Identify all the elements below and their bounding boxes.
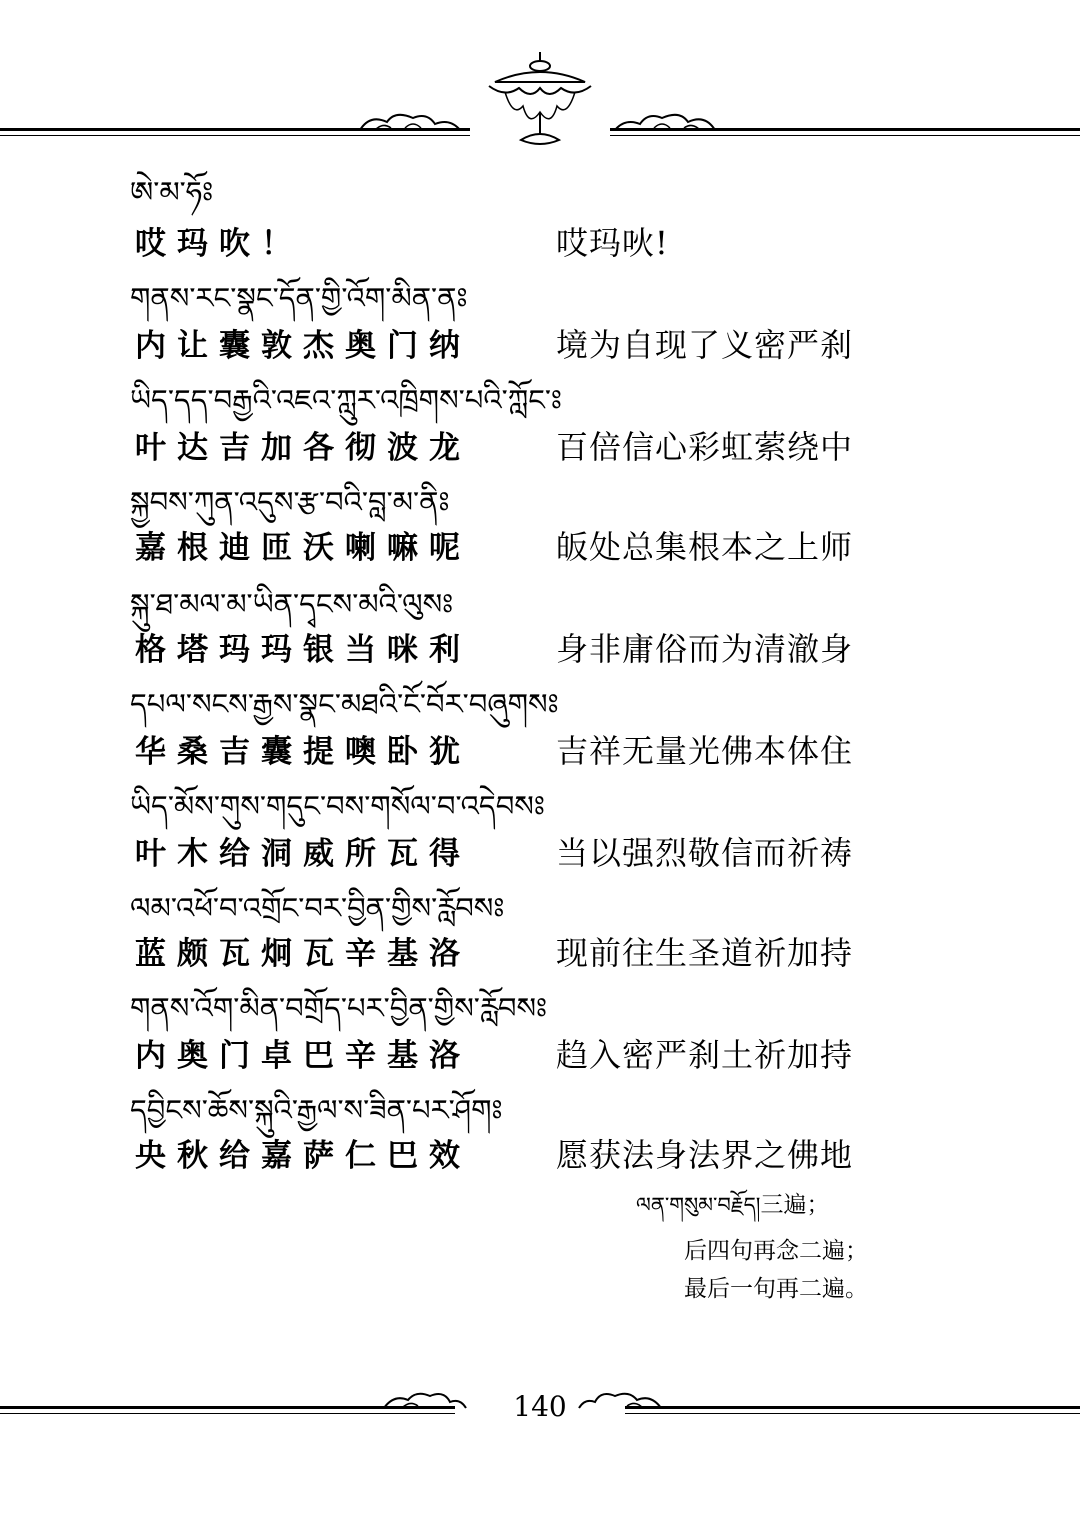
transliteration-line: 嘉根迪匝沃喇嘛呢	[135, 530, 471, 566]
transliteration-line: 蓝颇瓦炯瓦辛基洛	[135, 936, 471, 972]
transliteration-line: 内奥门卓巴辛基洛	[135, 1038, 471, 1074]
transliteration-line: 华桑吉囊提噢卧犹	[135, 734, 471, 770]
chinese-line: 当以强烈敬信而祈祷	[556, 834, 854, 872]
parasol-emblem-icon	[475, 48, 605, 153]
transliteration-line: 叶木给洞威所瓦得	[135, 836, 471, 872]
chinese-line: 境为自现了义密严刹	[556, 326, 854, 364]
transliteration-line: 哎玛吹！	[135, 226, 303, 262]
transliteration-line: 内让囊敦杰奥门纳	[135, 328, 471, 364]
tibetan-line: སྐྱབས་ཀུན་འདུས་རྩ་བའི་བླ་མ་ནིཿ	[130, 485, 450, 519]
transliteration-line: 叶达吉加各彻波龙	[135, 430, 471, 466]
tibetan-line: ཡིད་མོས་གུས་གདུང་བས་གསོལ་བ་འདེབསཿ	[130, 789, 545, 823]
chinese-line: 愿获法身法界之佛地	[556, 1136, 854, 1174]
chinese-line: 现前往生圣道祈加持	[556, 934, 854, 972]
tibetan-line: དབྱིངས་ཆོས་སྐུའི་རྒྱལ་ས་ཟིན་པར་ཤོགཿ	[130, 1093, 503, 1127]
repeat-note-2: 后四句再念二遍；	[684, 1238, 868, 1264]
tibetan-line: གནས་འོག་མིན་བགྲོད་པར་བྱིན་གྱིས་རློབསཿ	[130, 991, 548, 1025]
cloud-ornament-left-icon	[355, 108, 475, 140]
tibetan-line: དཔལ་སངས་རྒྱས་སྣང་མཐའི་ངོ་བོར་བཞུགསཿ	[130, 687, 559, 721]
page-number: 140	[513, 1390, 567, 1423]
chinese-line: 身非庸俗而为清澈身	[556, 630, 854, 668]
repeat-note-3: 最后一句再二遍。	[684, 1276, 868, 1302]
chinese-line: 趋入密严刹土祈加持	[556, 1036, 854, 1074]
tibetan-line: གནས་རང་སྣང་དོན་གྱི་འོག་མིན་ནཿ	[130, 281, 468, 315]
chinese-line: 哎玛吙!	[556, 224, 669, 262]
tibetan-line: སྐུ་ཐ་མལ་མ་ཡིན་དྭངས་མའི་ལུསཿ	[130, 587, 454, 621]
tibetan-line: ལམ་འཕོ་བ་འགྲོང་བར་བྱིན་གྱིས་རློབསཿ	[130, 891, 505, 925]
repeat-note-1-text: 三遍；	[760, 1192, 830, 1218]
chinese-line: 吉祥无量光佛本体住	[556, 732, 854, 770]
transliteration-line: 央秋给嘉萨仁巴效	[135, 1138, 471, 1174]
tibetan-heading: ཨེ་མ་ཧོཿ	[130, 175, 214, 209]
tibetan-line: ཡིད་དད་བརྒྱའི་འཇའ་ཀླུར་འཁྲིགས་པའི་ཀློང་ཿ	[130, 383, 562, 417]
chinese-line: 皈处总集根本之上师	[556, 528, 854, 566]
transliteration-line: 格塔玛玛银当咪利	[135, 632, 471, 668]
repeat-note-tibetan: ལན་གསུམ་བརྗོད།	[636, 1193, 761, 1217]
cloud-ornament-right-icon	[600, 108, 720, 140]
chinese-line: 百倍信心彩虹萦绕中	[556, 428, 854, 466]
